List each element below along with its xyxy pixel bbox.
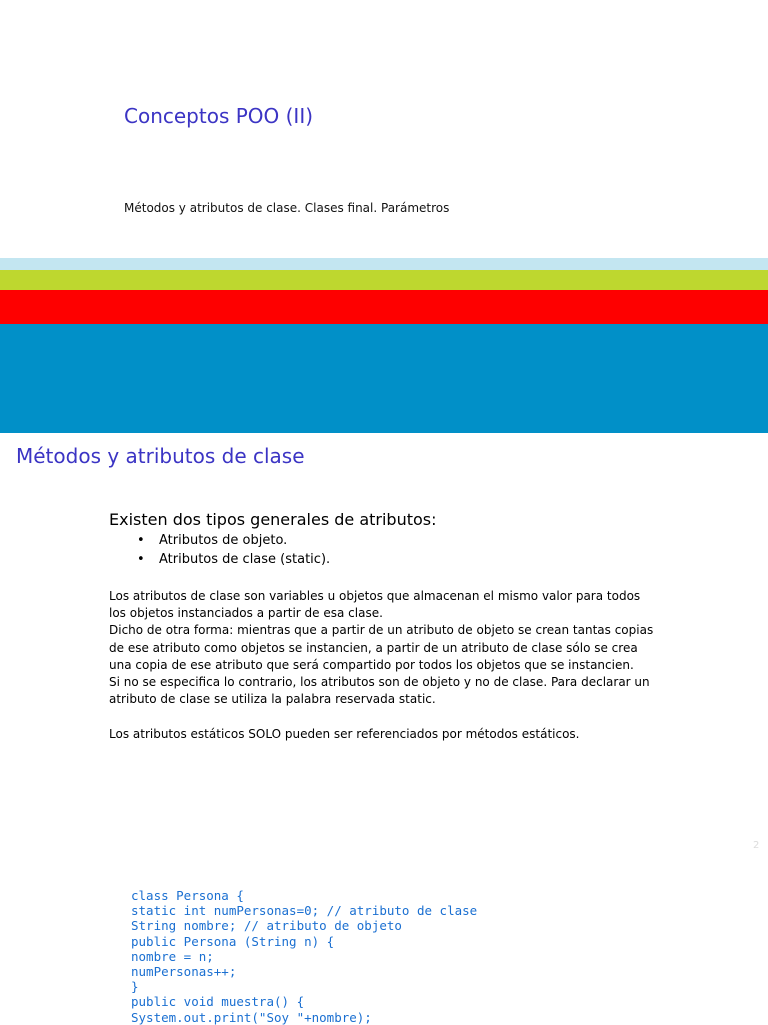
code-line: } [131, 979, 139, 995]
static-note: Los atributos estáticos SOLO pueden ser referenciados por métodos estáticos. [109, 727, 580, 741]
code-line: static int numPersonas=0; // atributo de clase [131, 903, 478, 919]
paragraph-line: de ese atributo como objetos se instancien, a partir de un atributo de clase sólo se crea [109, 640, 638, 655]
slide-title: Conceptos POO (II) [124, 104, 314, 128]
list-item: • Atributos de clase (static). [137, 550, 330, 569]
list-item: • Atributos de objeto. [137, 531, 330, 550]
lead-text: Existen dos tipos generales de atributos: [109, 510, 437, 529]
decorative-band-blue [0, 324, 768, 433]
decorative-band-green [0, 270, 768, 290]
code-line: nombre = n; [131, 948, 214, 964]
code-line: System.out.print("Soy "+nombre); [131, 1009, 372, 1025]
explanation-paragraph [109, 588, 654, 708]
paragraph-line: Dicho de otra forma: mientras que a partir de un atributo de objeto se crean tantas copias [109, 623, 654, 638]
decorative-band-light-blue [0, 258, 768, 270]
code-line: numPersonas++; [131, 964, 237, 980]
code-line: String nombre; // atributo de objeto [131, 918, 402, 934]
attribute-types-list [137, 531, 330, 569]
paragraph-line: Los atributos de clase son variables u objetos que almacenan el mismo valor para todos [109, 589, 641, 603]
paragraph-line: los objetos instanciados a partir de esa clase. [109, 606, 383, 621]
code-block [131, 888, 477, 1025]
code-line: public Persona (String n) { [131, 933, 335, 949]
slide-subtitle: Métodos y atributos de clase. Clases final. Parámetros [124, 201, 450, 215]
paragraph-line: atributo de clase se utiliza la palabra reservada static. [109, 692, 436, 707]
decorative-band-red [0, 290, 768, 324]
code-line: class Persona { [131, 888, 244, 903]
paragraph-line: Si no se especifica lo contrario, los atributos son de objeto y no de clase. Para declarar un [109, 675, 650, 690]
code-line: public void muestra() { [131, 994, 305, 1010]
paragraph-line: una copia de ese atributo que será compartido por todos los objetos que se instancien. [109, 657, 634, 672]
section-title: Métodos y atributos de clase [16, 444, 305, 468]
page-number: 2 [753, 840, 760, 851]
